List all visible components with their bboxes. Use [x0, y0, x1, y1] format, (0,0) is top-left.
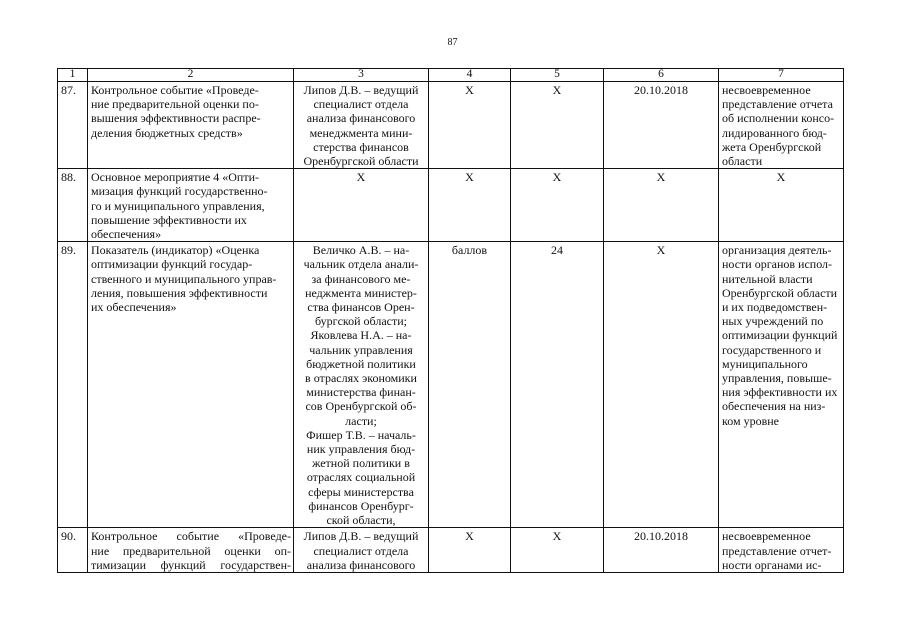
column-number: 3: [294, 69, 429, 82]
text-line: представление отчет-: [722, 543, 832, 558]
text-line: ласти;: [345, 413, 377, 428]
text-line: Яковлева Н.А. – на-: [310, 328, 412, 343]
text-line: об исполнении консо-: [722, 111, 835, 126]
date-value: Х: [656, 170, 666, 185]
text-line: ния эффективности их: [722, 385, 838, 400]
text-line: деления бюджетных средств»: [91, 125, 243, 140]
text-line: ности органов испол-: [722, 257, 833, 272]
column-number: 5: [511, 69, 604, 82]
text-line: стерства финансов: [313, 139, 409, 154]
row-number-cell: [58, 242, 88, 528]
responsible-cell: [294, 82, 429, 169]
text-line: представление отчета: [722, 97, 833, 112]
text-line: ние предварительной оценки по-: [91, 97, 259, 112]
text-line: несвоевременное: [722, 529, 811, 544]
text-line: повышение эффективности их: [91, 212, 247, 227]
text-line: ком уровне: [722, 413, 779, 428]
target-value-cell: [511, 242, 604, 528]
row-number-cell: [58, 82, 88, 169]
text-line: Показатель (индикатор) «Оценка: [91, 243, 260, 258]
text-line: Х: [356, 170, 366, 185]
row-number: 88.: [61, 170, 76, 185]
text-line: лидированного бюд-: [722, 125, 827, 140]
text-line: ных учреждений по: [722, 314, 824, 329]
unit-value: Х: [465, 83, 474, 97]
target-value-cell: [511, 82, 604, 169]
unit-value: Х: [465, 529, 474, 544]
row-number-cell: [58, 169, 88, 242]
column-number: 6: [604, 69, 719, 82]
target-value-cell: [511, 169, 604, 242]
risk-cell: [719, 169, 844, 242]
table-row: [58, 169, 844, 242]
table-row: [58, 242, 844, 528]
responsible-cell: [294, 242, 429, 528]
unit-value: баллов: [451, 243, 488, 258]
text-line: жета Оренбургской: [722, 139, 822, 154]
text-line: бургской области;: [315, 314, 407, 329]
text-line: чальник управления: [309, 342, 413, 357]
text-line: Контрольное событие «Проведе-: [91, 83, 259, 97]
text-line: государственного и: [722, 342, 822, 357]
table-row: [58, 528, 844, 573]
unit-cell: [429, 82, 511, 169]
row-number-cell: [58, 528, 88, 573]
text-line: муниципального: [722, 356, 808, 371]
text-line: специалист отдела: [313, 543, 409, 558]
plan-table: [57, 68, 844, 573]
date-cell: [604, 242, 719, 528]
text-line: анализа финансового: [306, 557, 416, 572]
text-line: Контрольное событие «Проведе-: [91, 529, 291, 544]
unit-value: Х: [465, 170, 474, 185]
risk-cell: [719, 528, 844, 573]
table-row: [58, 82, 844, 169]
text-line: управления, повыше-: [722, 371, 832, 386]
text-line: Величко А.В. – на-: [312, 243, 410, 258]
column-number: 2: [88, 69, 294, 82]
text-line: Фишер Т.В. – началь-: [306, 427, 416, 442]
description-cell: [88, 528, 294, 573]
text-line: их обеспечения»: [91, 300, 177, 315]
text-line: мизация функций государственно-: [91, 184, 268, 199]
risk-cell: [719, 82, 844, 169]
text-line: Основное мероприятие 4 «Опти-: [91, 170, 259, 185]
description-cell: [88, 169, 294, 242]
text-line: Липов Д.В. – ведущий: [303, 83, 419, 97]
text-line: ственного и муниципального управ-: [91, 271, 277, 286]
row-number: 90.: [61, 529, 76, 544]
date-value: 20.10.2018: [634, 529, 688, 544]
unit-cell: [429, 169, 511, 242]
text-line: специалист отдела: [313, 97, 409, 112]
unit-cell: [429, 242, 511, 528]
responsible-cell: [294, 169, 429, 242]
text-line: и их подведомствен-: [722, 300, 828, 315]
target-value: Х: [552, 529, 562, 544]
row-number: 87.: [61, 83, 76, 97]
text-line: Оренбургской области: [303, 154, 419, 169]
date-cell: [604, 528, 719, 573]
text-line: ние предварительной оценки оп-: [91, 543, 291, 558]
text-line: организация деятель-: [722, 243, 832, 258]
column-number-row: [58, 69, 844, 82]
text-line: менеджмента мини-: [309, 125, 413, 140]
text-line: ник управления бюд-: [306, 442, 416, 457]
date-value: Х: [656, 243, 666, 258]
text-line: финансов Оренбург-: [308, 498, 414, 513]
description-cell: [88, 242, 294, 528]
text-line: сов Оренбургской об-: [305, 399, 417, 414]
page-number: 87: [447, 37, 458, 48]
text-line: нительной власти: [722, 271, 813, 286]
text-line: в отраслях экономики: [305, 371, 417, 386]
text-line: вышения эффективности распре-: [91, 111, 261, 126]
column-number: 7: [719, 69, 844, 82]
unit-cell: [429, 528, 511, 573]
text-line: го и муниципального управления,: [91, 198, 265, 213]
column-number: 1: [58, 69, 88, 82]
risk-cell: [719, 242, 844, 528]
text-line: обеспечения»: [91, 227, 162, 242]
text-line: ской области,: [326, 513, 396, 528]
responsible-cell: [294, 528, 429, 573]
text-line: ности органами ис-: [722, 557, 822, 572]
text-line: чальник отдела анали-: [303, 257, 419, 272]
row-number: 89.: [61, 243, 76, 258]
text-line: Липов Д.В. – ведущий: [303, 529, 419, 544]
text-line: оптимизации функций: [722, 328, 838, 343]
text-line: тимизации функций государствен-: [91, 557, 291, 572]
date-value: 20.10.2018: [634, 83, 688, 97]
text-line: ления, повышения эффективности: [91, 285, 268, 300]
text-line: Оренбургской области: [722, 285, 838, 300]
text-line: за финансового ме-: [311, 271, 411, 286]
target-value: Х: [552, 83, 562, 97]
column-number: 4: [429, 69, 511, 82]
text-line: обеспечения на низ-: [722, 399, 826, 414]
text-line: отраслях социальной: [306, 470, 416, 485]
text-line: ства финансов Орен-: [307, 300, 415, 315]
text-line: области: [722, 154, 763, 169]
text-line: несвоевременное: [722, 83, 811, 97]
text-line: оптимизации функций государ-: [91, 257, 253, 272]
target-value: Х: [552, 170, 562, 185]
text-line: бюджетной политики: [306, 356, 416, 371]
target-value: 24: [551, 243, 563, 258]
text-line: неджмента министер-: [305, 285, 417, 300]
text-line: жетной политики в: [312, 456, 410, 471]
description-cell: [88, 82, 294, 169]
text-line: сферы министерства: [308, 484, 414, 499]
text-line: Х: [776, 170, 786, 185]
text-line: министерства финан-: [306, 385, 416, 400]
target-value-cell: [511, 528, 604, 573]
text-line: анализа финансового: [306, 111, 416, 126]
date-cell: [604, 82, 719, 169]
date-cell: [604, 169, 719, 242]
